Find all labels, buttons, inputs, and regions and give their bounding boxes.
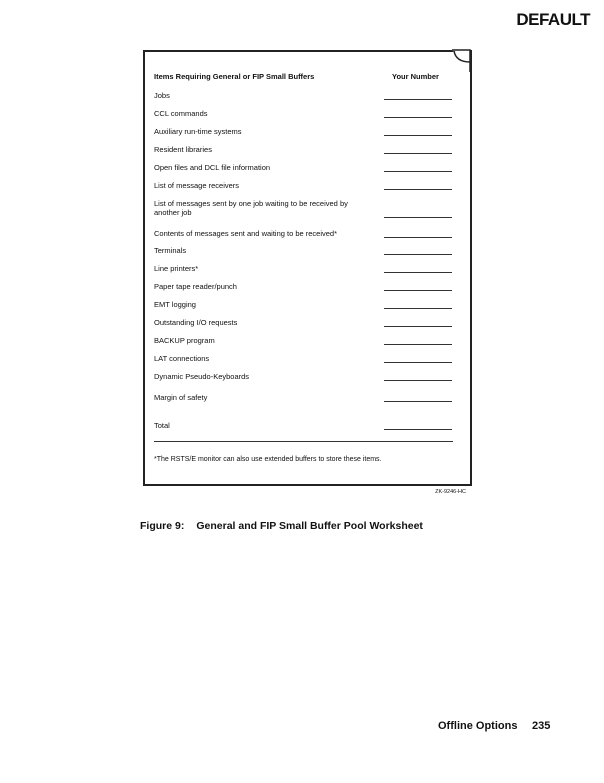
worksheet-item: Contents of messages sent and waiting to be received* bbox=[154, 229, 338, 238]
number-blank[interactable] bbox=[384, 117, 452, 118]
figure-caption bbox=[140, 520, 423, 532]
worksheet-item: Paper tape reader/punch bbox=[154, 282, 237, 291]
figure-title: General and FIP Small Buffer Pool Worksheet bbox=[196, 520, 423, 532]
number-blank[interactable] bbox=[384, 135, 452, 136]
worksheet-item: LAT connections bbox=[154, 354, 210, 363]
worksheet-item: EMT logging bbox=[154, 300, 196, 309]
number-blank[interactable] bbox=[384, 272, 452, 273]
number-blank[interactable] bbox=[384, 308, 452, 309]
footer-section: Offline Options bbox=[438, 720, 518, 732]
footnote: *The RSTS/E monitor can also use extended buffers to store these items. bbox=[154, 456, 382, 463]
worksheet-item: List of message receivers bbox=[154, 181, 240, 190]
number-blank[interactable] bbox=[384, 362, 452, 363]
worksheet-item: Terminals bbox=[154, 246, 187, 255]
worksheet-item: List of messages sent by one job waiting to be received by another job bbox=[154, 199, 348, 217]
worksheet-item: CCL commands bbox=[154, 109, 208, 118]
number-blank[interactable] bbox=[384, 217, 452, 218]
number-blank[interactable] bbox=[384, 237, 452, 238]
worksheet-item: BACKUP program bbox=[154, 336, 215, 345]
figure-code: ZK-9246-HC bbox=[435, 489, 466, 495]
worksheet-item: Outstanding I/O requests bbox=[154, 318, 238, 327]
column-header-number: Your Number bbox=[392, 72, 439, 81]
number-blank[interactable] bbox=[384, 99, 452, 100]
worksheet-item: Auxiliary run-time systems bbox=[154, 127, 242, 136]
number-blank[interactable] bbox=[384, 290, 452, 291]
worksheet-item: Resident libraries bbox=[154, 145, 212, 154]
worksheet-item: Dynamic Pseudo-Keyboards bbox=[154, 372, 250, 381]
total-blank[interactable] bbox=[384, 429, 452, 430]
page-curl-icon bbox=[450, 48, 472, 74]
number-blank[interactable] bbox=[384, 326, 452, 327]
number-blank[interactable] bbox=[384, 189, 452, 190]
running-header: DEFAULT bbox=[516, 10, 590, 29]
footnote-divider bbox=[154, 441, 453, 442]
number-blank[interactable] bbox=[384, 254, 452, 255]
worksheet-item: Jobs bbox=[154, 91, 170, 100]
number-blank[interactable] bbox=[384, 344, 452, 345]
worksheet-item: Margin of safety bbox=[154, 393, 208, 402]
worksheet-item: Open files and DCL file information bbox=[154, 163, 271, 172]
column-header-items: Items Requiring General or FIP Small Buffers bbox=[154, 72, 315, 81]
number-blank[interactable] bbox=[384, 171, 452, 172]
number-blank[interactable] bbox=[384, 401, 452, 402]
worksheet-item: Line printers* bbox=[154, 264, 199, 273]
number-blank[interactable] bbox=[384, 153, 452, 154]
figure-label: Figure 9: bbox=[140, 520, 185, 532]
number-blank[interactable] bbox=[384, 380, 452, 381]
page-number: 235 bbox=[532, 720, 551, 732]
total-label: Total bbox=[154, 421, 170, 430]
